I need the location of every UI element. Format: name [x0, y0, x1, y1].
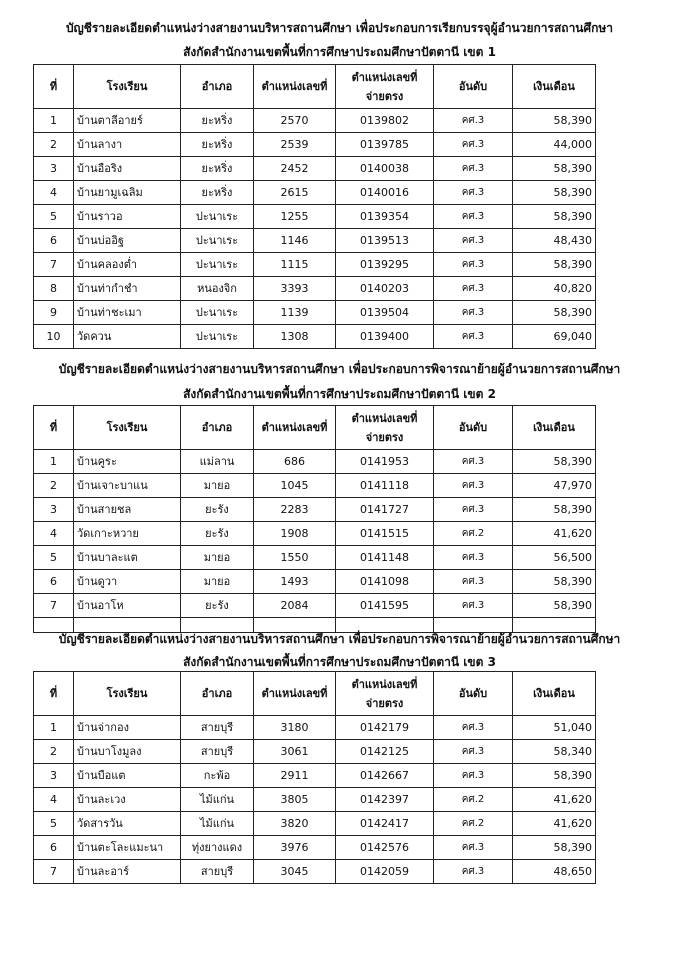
cell-district: ยะหริ่ง [181, 181, 254, 205]
cell-salary: 58,390 [513, 836, 596, 860]
section-3-subtitle: สังกัดสำนักงานเขตพื้นที่การศึกษาประถมศึกษาปัตตานี เขต 3 [183, 655, 496, 669]
header-salary [513, 672, 596, 716]
cell-position-pay-no: 0141953 [336, 450, 434, 474]
header-district-text: อำเภอ [201, 686, 233, 700]
cell-rank: คศ.3 [434, 157, 513, 181]
header-rank [434, 65, 513, 109]
cell-position-pay-no: 0142417 [336, 812, 434, 836]
table-row [34, 325, 596, 349]
table-row [34, 836, 596, 860]
cell-position-pay-no: 0142667 [336, 764, 434, 788]
cell-position-no: 1308 [254, 325, 336, 349]
cell-position-no: 1045 [254, 474, 336, 498]
cell-rank: คศ.2 [434, 812, 513, 836]
cell-district: ปะนาเระ [181, 229, 254, 253]
cell-position-pay-no: 0141595 [336, 594, 434, 618]
header-position-no [254, 672, 336, 716]
cell-position-no: 2283 [254, 498, 336, 522]
cell-position-no: 1115 [254, 253, 336, 277]
header-rank-text: อันดับ [458, 686, 488, 700]
cell-position-no: 1493 [254, 570, 336, 594]
cell-position-pay-no: 0141148 [336, 546, 434, 570]
cell-number: 5 [34, 546, 74, 570]
table-row [34, 181, 596, 205]
header-salary [513, 65, 596, 109]
cell-salary: 41,620 [513, 522, 596, 546]
header-position-pay-no-text: ตำแหน่งเลขที่ [351, 70, 418, 84]
header-number-text: ที่ [49, 686, 58, 700]
cell-number: 3 [34, 764, 74, 788]
cell-school: บ้านเจาะบาแน [74, 474, 181, 498]
cell-school: บ้านสายชล [74, 498, 181, 522]
cell-salary: 58,390 [513, 450, 596, 474]
header-school [74, 406, 181, 450]
section-2-table [33, 405, 596, 633]
cell-district: ไม้แก่น [181, 788, 254, 812]
cell-salary: 56,500 [513, 546, 596, 570]
section-2-title: บัญชีรายละเอียดตำแหน่งว่างสายงานบริหารสถานศึกษา เพื่อประกอบการพิจารณาย้ายผู้อำนวยการสถานศึกษา [58, 362, 621, 376]
cell-district: ปะนาเระ [181, 253, 254, 277]
cell-number: 3 [34, 498, 74, 522]
cell-position-no: 1550 [254, 546, 336, 570]
cell-number: 5 [34, 205, 74, 229]
cell-school: บ้านคูระ [74, 450, 181, 474]
cell-position-pay-no: 0142179 [336, 716, 434, 740]
cell-school: บ้านท่าชะเมา [74, 301, 181, 325]
header-position-pay-no-text: จ่ายตรง [365, 430, 404, 444]
header-position-pay-no-text: จ่ายตรง [365, 696, 404, 710]
cell-position-no: 2615 [254, 181, 336, 205]
cell-position-no: 3393 [254, 277, 336, 301]
cell-district: ไม้แก่น [181, 812, 254, 836]
header-position-no [254, 406, 336, 450]
cell-rank: คศ.3 [434, 474, 513, 498]
header-rank [434, 672, 513, 716]
cell-position-no: 1255 [254, 205, 336, 229]
cell-rank: คศ.3 [434, 133, 513, 157]
cell-district: แม่ลาน [181, 450, 254, 474]
cell-position-no: 2570 [254, 109, 336, 133]
cell-district: สายบุรี [181, 860, 254, 884]
cell-school: บ้านจ่ากอง [74, 716, 181, 740]
cell-school: บ้านบาโงมูลง [74, 740, 181, 764]
header-district-text: อำเภอ [201, 420, 233, 434]
cell-salary: 47,970 [513, 474, 596, 498]
table-row [34, 277, 596, 301]
header-district-text: อำเภอ [201, 79, 233, 93]
header-school [74, 672, 181, 716]
cell-salary: 44,000 [513, 133, 596, 157]
cell-position-pay-no: 0139785 [336, 133, 434, 157]
cell-position-no: 2452 [254, 157, 336, 181]
cell-number: 8 [34, 277, 74, 301]
cell-rank: คศ.3 [434, 109, 513, 133]
cell-rank: คศ.3 [434, 740, 513, 764]
table-row [34, 301, 596, 325]
cell-rank: คศ.3 [434, 716, 513, 740]
cell-number: 4 [34, 522, 74, 546]
header-position-pay-no [336, 65, 434, 109]
cell-position-no: 3805 [254, 788, 336, 812]
cell-position-no: 2539 [254, 133, 336, 157]
cell-position-no: 1146 [254, 229, 336, 253]
cell-salary: 69,040 [513, 325, 596, 349]
cell-school: บ้านคลองต่ำ [74, 253, 181, 277]
table-row [34, 716, 596, 740]
cell-school: บ้านยามูเฉลิม [74, 181, 181, 205]
section-1-table [33, 64, 596, 349]
cell-salary: 58,390 [513, 764, 596, 788]
table-header-row [34, 406, 596, 450]
cell-district: ปะนาเระ [181, 325, 254, 349]
cell-number: 3 [34, 157, 74, 181]
cell-salary: 58,390 [513, 253, 596, 277]
cell-position-pay-no: 0139504 [336, 301, 434, 325]
table-row [34, 860, 596, 884]
header-rank-text: อันดับ [458, 420, 488, 434]
header-district [181, 672, 254, 716]
table-row [34, 740, 596, 764]
header-position-pay-no-text: ตำแหน่งเลขที่ [351, 411, 418, 425]
header-school-text: โรงเรียน [106, 79, 148, 93]
cell-rank: คศ.2 [434, 788, 513, 812]
section-3-title: บัญชีรายละเอียดตำแหน่งว่างสายงานบริหารสถานศึกษา เพื่อประกอบการพิจารณาย้ายผู้อำนวยการสถานศึกษา [58, 632, 621, 646]
header-salary [513, 406, 596, 450]
cell-school: บ้านอือริง [74, 157, 181, 181]
cell-rank: คศ.3 [434, 594, 513, 618]
cell-position-pay-no: 0139354 [336, 205, 434, 229]
header-district [181, 65, 254, 109]
cell-rank: คศ.3 [434, 301, 513, 325]
cell-salary: 48,650 [513, 860, 596, 884]
section-3-table [33, 671, 596, 884]
cell-salary: 58,390 [513, 205, 596, 229]
cell-rank: คศ.3 [434, 325, 513, 349]
header-school-text: โรงเรียน [106, 420, 148, 434]
cell-rank: คศ.3 [434, 498, 513, 522]
cell-school: บ้านดูวา [74, 570, 181, 594]
cell-number: 1 [34, 109, 74, 133]
cell-rank: คศ.3 [434, 860, 513, 884]
table-header-row [34, 672, 596, 716]
header-salary-text: เงินเดือน [533, 79, 575, 93]
cell-position-no: 3820 [254, 812, 336, 836]
header-salary-text: เงินเดือน [533, 686, 575, 700]
cell-salary: 41,620 [513, 812, 596, 836]
cell-salary: 41,620 [513, 788, 596, 812]
cell-school: บ้านราวอ [74, 205, 181, 229]
cell-school: บ้านลางา [74, 133, 181, 157]
table-row [34, 764, 596, 788]
section-2-subtitle: สังกัดสำนักงานเขตพื้นที่การศึกษาประถมศึกษาปัตตานี เขต 2 [183, 387, 496, 401]
cell-position-pay-no: 0139802 [336, 109, 434, 133]
header-position-pay-no-text: ตำแหน่งเลขที่ [351, 677, 418, 691]
header-number-text: ที่ [49, 420, 58, 434]
cell-position-pay-no: 0142059 [336, 860, 434, 884]
cell-position-no: 1139 [254, 301, 336, 325]
cell-number: 2 [34, 740, 74, 764]
cell-position-no: 686 [254, 450, 336, 474]
cell-position-no: 3976 [254, 836, 336, 860]
header-position-no-text: ตำแหน่งเลขที่ [261, 79, 328, 93]
cell-school: บ้านอาโห [74, 594, 181, 618]
table-header-row [34, 65, 596, 109]
table-row [34, 594, 596, 618]
cell-district: ปะนาเระ [181, 205, 254, 229]
table-row [34, 546, 596, 570]
header-position-pay-no-text: จ่ายตรง [365, 89, 404, 103]
cell-rank: คศ.3 [434, 229, 513, 253]
cell-district: ยะรัง [181, 594, 254, 618]
header-school-text: โรงเรียน [106, 686, 148, 700]
cell-district: ยะรัง [181, 498, 254, 522]
table-row [34, 133, 596, 157]
cell-salary: 58,390 [513, 301, 596, 325]
cell-number: 4 [34, 181, 74, 205]
cell-rank: คศ.3 [434, 181, 513, 205]
cell-district: ปะนาเระ [181, 301, 254, 325]
cell-position-no: 1908 [254, 522, 336, 546]
cell-number: 2 [34, 133, 74, 157]
cell-position-no: 3045 [254, 860, 336, 884]
cell-salary: 58,390 [513, 109, 596, 133]
cell-number: 7 [34, 253, 74, 277]
header-position-pay-no [336, 406, 434, 450]
cell-district: สายบุรี [181, 740, 254, 764]
cell-school: วัดเกาะหวาย [74, 522, 181, 546]
header-school [74, 65, 181, 109]
cell-salary: 58,390 [513, 570, 596, 594]
cell-position-pay-no: 0140038 [336, 157, 434, 181]
cell-school: บ้านละเวง [74, 788, 181, 812]
cell-number: 6 [34, 836, 74, 860]
cell-salary: 58,390 [513, 594, 596, 618]
cell-position-pay-no: 0139295 [336, 253, 434, 277]
cell-district: ยะหริ่ง [181, 133, 254, 157]
cell-number: 1 [34, 450, 74, 474]
cell-district: กะพ้อ [181, 764, 254, 788]
cell-district: หนองจิก [181, 277, 254, 301]
cell-salary: 58,390 [513, 498, 596, 522]
cell-school: บ้านบาละแต [74, 546, 181, 570]
table-row [34, 570, 596, 594]
header-rank-text: อันดับ [458, 79, 488, 93]
table-row [34, 522, 596, 546]
cell-position-no: 3180 [254, 716, 336, 740]
header-position-no-text: ตำแหน่งเลขที่ [261, 420, 328, 434]
table-row [34, 109, 596, 133]
cell-position-pay-no: 0141727 [336, 498, 434, 522]
cell-salary: 51,040 [513, 716, 596, 740]
cell-rank: คศ.3 [434, 450, 513, 474]
section-1-title: บัญชีรายละเอียดตำแหน่งว่างสายงานบริหารสถานศึกษา เพื่อประกอบการเรียกบรรจุผู้อำนวยการสถานศึกษา [65, 21, 614, 35]
header-number [34, 672, 74, 716]
table-row [34, 253, 596, 277]
cell-position-no: 2911 [254, 764, 336, 788]
cell-salary: 40,820 [513, 277, 596, 301]
cell-position-pay-no: 0139400 [336, 325, 434, 349]
table-row [34, 450, 596, 474]
cell-school: วัดสารวัน [74, 812, 181, 836]
cell-salary: 58,390 [513, 181, 596, 205]
cell-rank: คศ.3 [434, 253, 513, 277]
cell-school: บ้านละอาร์ [74, 860, 181, 884]
cell-rank: คศ.3 [434, 836, 513, 860]
cell-position-pay-no: 0140016 [336, 181, 434, 205]
cell-number: 7 [34, 860, 74, 884]
cell-position-pay-no: 0141118 [336, 474, 434, 498]
cell-district: มายอ [181, 474, 254, 498]
cell-district: ยะรัง [181, 522, 254, 546]
header-position-no [254, 65, 336, 109]
cell-position-pay-no: 0141098 [336, 570, 434, 594]
cell-district: มายอ [181, 570, 254, 594]
cell-rank: คศ.3 [434, 205, 513, 229]
cell-rank: คศ.3 [434, 570, 513, 594]
cell-school: บ้านตาลีอายร์ [74, 109, 181, 133]
table-row [34, 157, 596, 181]
header-rank [434, 406, 513, 450]
cell-position-pay-no: 0140203 [336, 277, 434, 301]
cell-number: 4 [34, 788, 74, 812]
cell-position-no: 3061 [254, 740, 336, 764]
header-number [34, 65, 74, 109]
cell-school: วัดควน [74, 325, 181, 349]
cell-number: 5 [34, 812, 74, 836]
table-row [34, 788, 596, 812]
cell-position-pay-no: 0141515 [336, 522, 434, 546]
cell-position-pay-no: 0142397 [336, 788, 434, 812]
cell-number: 6 [34, 570, 74, 594]
cell-number: 10 [34, 325, 74, 349]
header-number-text: ที่ [49, 79, 58, 93]
header-position-no-text: ตำแหน่งเลขที่ [261, 686, 328, 700]
table-row [34, 812, 596, 836]
cell-salary: 58,340 [513, 740, 596, 764]
header-number [34, 406, 74, 450]
cell-position-pay-no: 0142125 [336, 740, 434, 764]
table-row [34, 205, 596, 229]
cell-rank: คศ.3 [434, 764, 513, 788]
cell-number: 7 [34, 594, 74, 618]
cell-salary: 58,390 [513, 157, 596, 181]
cell-rank: คศ.3 [434, 277, 513, 301]
cell-number: 1 [34, 716, 74, 740]
cell-position-pay-no: 0139513 [336, 229, 434, 253]
cell-number: 9 [34, 301, 74, 325]
cell-position-no: 2084 [254, 594, 336, 618]
cell-school: บ้านบ่ออิฐ [74, 229, 181, 253]
cell-rank: คศ.3 [434, 546, 513, 570]
cell-district: มายอ [181, 546, 254, 570]
cell-school: บ้านตะโละแมะนา [74, 836, 181, 860]
section-1-subtitle: สังกัดสำนักงานเขตพื้นที่การศึกษาประถมศึกษาปัตตานี เขต 1 [183, 45, 496, 59]
cell-school: บ้านบือแต [74, 764, 181, 788]
cell-number: 2 [34, 474, 74, 498]
table-row [34, 474, 596, 498]
cell-district: ยะหริ่ง [181, 109, 254, 133]
cell-number: 6 [34, 229, 74, 253]
cell-district: ยะหริ่ง [181, 157, 254, 181]
cell-district: ทุ่งยางแดง [181, 836, 254, 860]
cell-rank: คศ.2 [434, 522, 513, 546]
cell-salary: 48,430 [513, 229, 596, 253]
header-district [181, 406, 254, 450]
header-salary-text: เงินเดือน [533, 420, 575, 434]
table-row [34, 229, 596, 253]
cell-district: สายบุรี [181, 716, 254, 740]
cell-position-pay-no: 0142576 [336, 836, 434, 860]
header-position-pay-no [336, 672, 434, 716]
cell-school: บ้านท่ากำชำ [74, 277, 181, 301]
table-row [34, 498, 596, 522]
